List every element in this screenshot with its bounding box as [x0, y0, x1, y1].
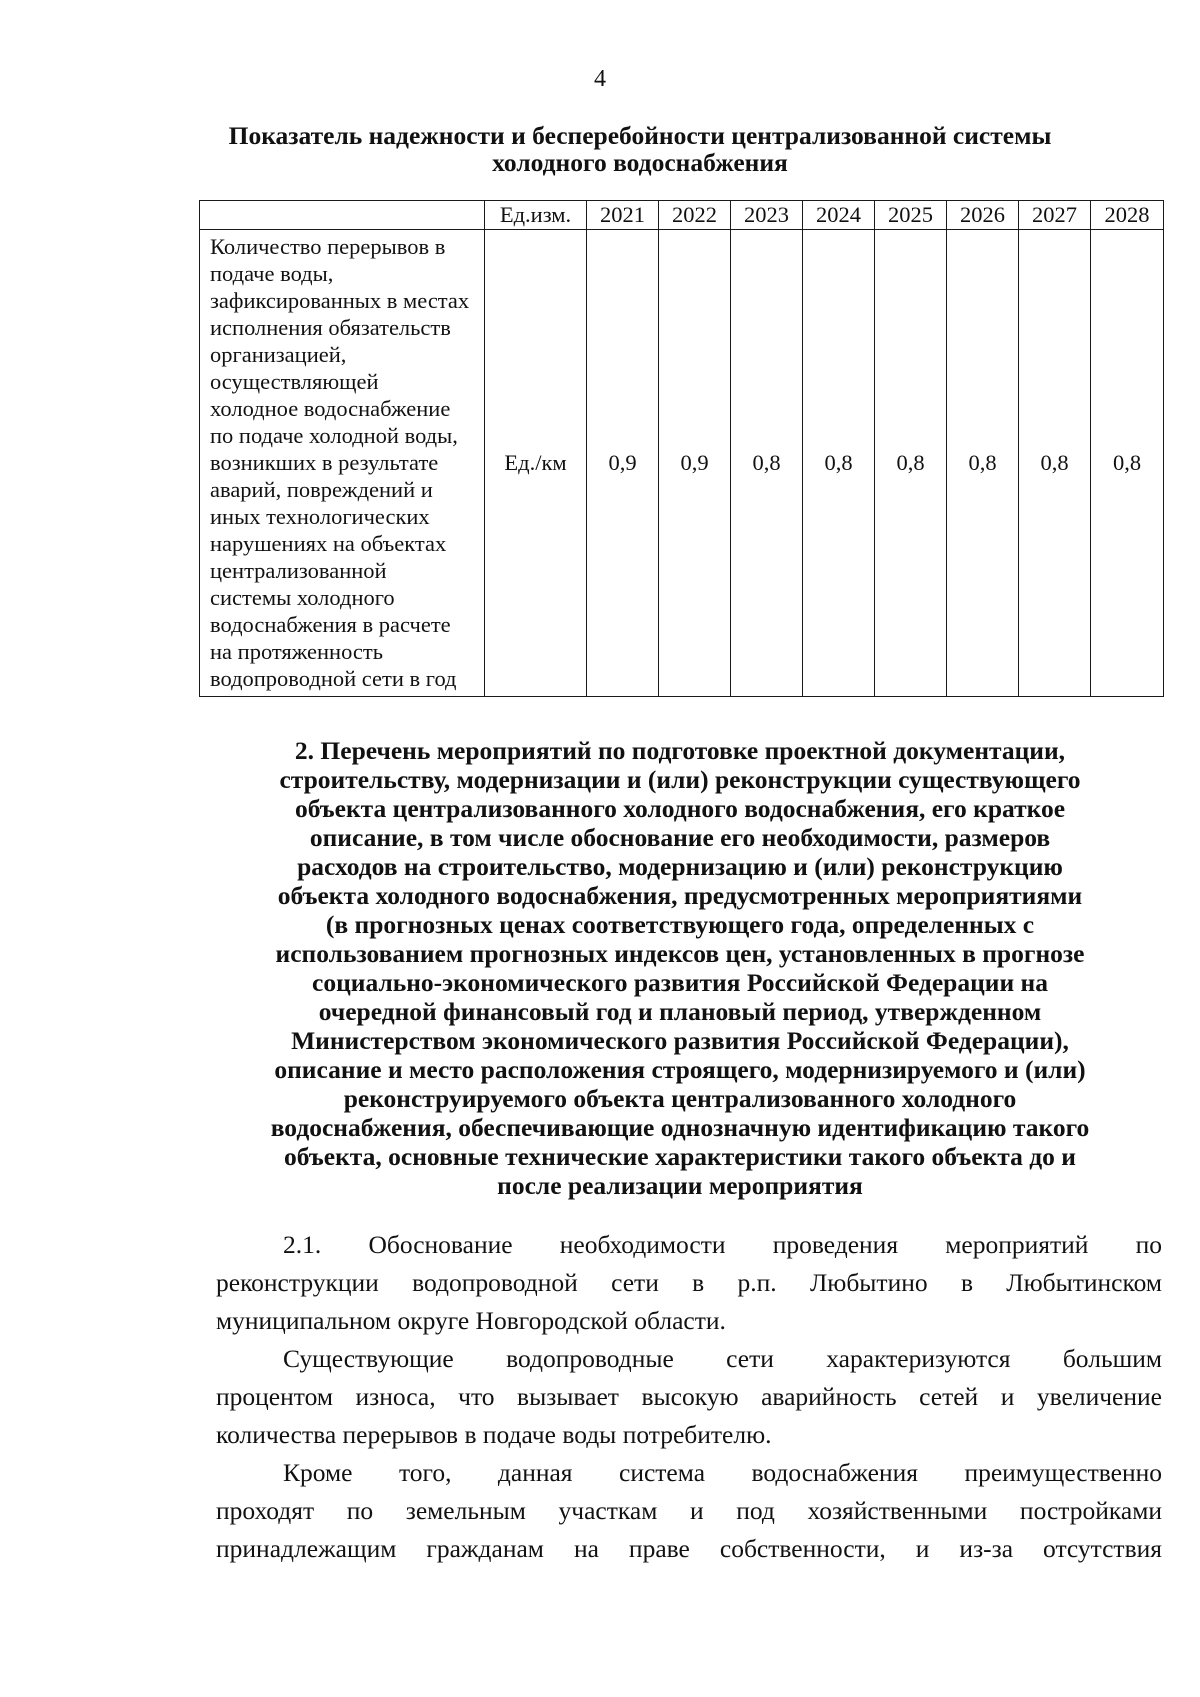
section-heading-line: Министерством экономического развития Российской Федерации),	[291, 1026, 1069, 1055]
value-cell: 0,8	[1091, 230, 1164, 697]
section-heading-line: объекта холодного водоснабжения, предусмотренных мероприятиями	[277, 881, 1083, 910]
section-heading-line: (в прогнозных ценах соответствующего года, определенных с	[325, 910, 1035, 939]
column-header-year: 2026	[947, 201, 1019, 230]
section-heading-line: использованием прогнозных индексов цен, установленных в прогнозе	[275, 939, 1085, 968]
description-line: нарушениях на объектах	[210, 531, 447, 556]
value-cell: 0,8	[731, 230, 803, 697]
description-line: исполнения обязательств	[210, 315, 451, 340]
description-line: на протяженность	[210, 639, 383, 664]
section-heading-line: социально-экономического развития Российской Федерации на	[312, 968, 1048, 997]
description-line: организацией,	[210, 342, 347, 367]
paragraph	[216, 1226, 1162, 1340]
table-title	[190, 122, 1090, 176]
column-header-year: 2025	[875, 201, 947, 230]
table-title-line: холодного водоснабжения	[492, 148, 788, 177]
description-line: Количество перерывов в	[210, 234, 446, 259]
value-cell: 0,8	[947, 230, 1019, 697]
section-heading-line: объекта централизованного холодного водоснабжения, его краткое	[294, 794, 1066, 823]
paragraph-line: 2.1. Обоснование необходимости проведения мероприятий по	[283, 1230, 1162, 1259]
section-heading-line: объекта, основные технические характеристики такого объекта до и	[284, 1142, 1076, 1171]
section-heading-line: водоснабжения, обеспечивающие однозначную идентификацию такого	[270, 1113, 1090, 1142]
column-header-year: 2028	[1091, 201, 1164, 230]
description-line: осуществляющей	[210, 369, 379, 394]
section-heading	[200, 736, 1160, 1200]
table-header-row	[200, 201, 1164, 230]
column-header-indicator	[200, 201, 485, 230]
column-header-year: 2021	[587, 201, 659, 230]
value-cell: 0,8	[1019, 230, 1091, 697]
description-line: водопроводной сети в год	[210, 666, 457, 691]
description-line: холодное водоснабжение	[210, 396, 451, 421]
reliability-indicators-table	[199, 200, 1164, 697]
value-cell: 0,8	[803, 230, 875, 697]
table-title-line: Показатель надежности и бесперебойности централизованной системы	[228, 121, 1052, 150]
column-header-year: 2027	[1019, 201, 1091, 230]
description-line: по подаче холодной воды,	[210, 423, 458, 448]
section-heading-line: строительству, модернизации и (или) реконструкции существующего	[279, 765, 1081, 794]
paragraph-line: принадлежащим гражданам на праве собственности, и из-за отсутствия	[216, 1534, 1162, 1563]
value-cell: 0,8	[875, 230, 947, 697]
indicator-description-cell	[200, 230, 485, 697]
section-heading-line: описание, в том числе обоснование его необходимости, размеров	[309, 823, 1051, 852]
section-heading-line: очередной финансовый год и плановый период, утвержденном	[318, 997, 1042, 1026]
section-heading-line: реконструируемого объекта централизованного холодного	[343, 1084, 1017, 1113]
description-line: аварий, повреждений и	[210, 477, 433, 502]
table-row	[200, 230, 1164, 697]
paragraph-line: Существующие водопроводные сети характеризуются большим	[283, 1344, 1162, 1373]
description-line: водоснабжения в расчете	[210, 612, 451, 637]
section-heading-line: 2. Перечень мероприятий по подготовке проектной документации,	[294, 736, 1066, 765]
section-heading-line: описание и место расположения строящего, модернизируемого и (или)	[274, 1055, 1086, 1084]
description-line: иных технологических	[210, 504, 430, 529]
description-line: подаче воды,	[210, 261, 334, 286]
paragraph	[216, 1340, 1162, 1454]
page-number: 4	[594, 66, 606, 92]
unit-cell: Ед./км	[485, 230, 587, 697]
description-line: зафиксированных в местах	[210, 288, 470, 313]
description-line: возникших в результате	[210, 450, 439, 475]
value-cell: 0,9	[587, 230, 659, 697]
paragraph-line: процентом износа, что вызывает высокую аварийность сетей и увеличение	[216, 1382, 1162, 1411]
value-cell: 0,9	[659, 230, 731, 697]
description-line: системы холодного	[210, 585, 395, 610]
paragraph-line: проходят по земельным участкам и под хозяйственными постройками	[216, 1496, 1162, 1525]
column-header-year: 2022	[659, 201, 731, 230]
section-heading-line: после реализации мероприятия	[497, 1171, 863, 1200]
column-header-year: 2024	[803, 201, 875, 230]
body-text	[216, 1226, 1162, 1568]
paragraph-line: Кроме того, данная система водоснабжения преимущественно	[283, 1458, 1162, 1487]
column-header-unit: Ед.изм.	[485, 201, 587, 230]
paragraph-line: реконструкции водопроводной сети в р.п. Любытино в Любытинском	[216, 1268, 1162, 1297]
section-heading-line: расходов на строительство, модернизацию и (или) реконструкцию	[297, 852, 1063, 881]
column-header-year: 2023	[731, 201, 803, 230]
description-line: централизованной	[210, 558, 387, 583]
paragraph	[216, 1454, 1162, 1568]
paragraph-line: муниципальном округе Новгородской области.	[216, 1306, 726, 1335]
paragraph-line: количества перерывов в подаче воды потребителю.	[216, 1420, 772, 1449]
